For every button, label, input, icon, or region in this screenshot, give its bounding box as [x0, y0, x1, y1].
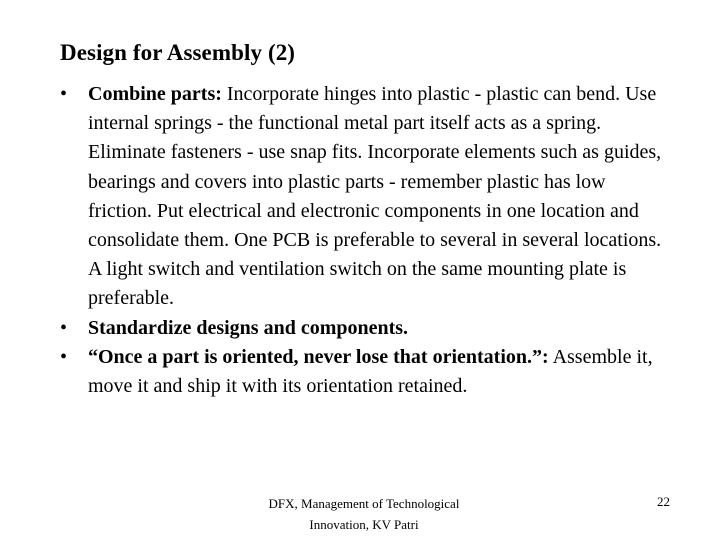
bullet-lead: “Once a part is oriented, never lose that orientation.”: [88, 345, 549, 368]
slide-footer [254, 493, 474, 535]
bullet-marker: • [60, 345, 68, 368]
bullet-item-standardize [60, 314, 670, 343]
bullet-item-orientation [60, 343, 670, 401]
bullet-list [60, 80, 670, 401]
bullet-lead: Combine parts: [88, 83, 222, 105]
slide-title: Design for Assembly (2) [60, 40, 296, 65]
page-number: 22 [657, 494, 670, 509]
bullet-body: Assemble it, move it and ship it with its orientation retained. [88, 345, 653, 398]
bullet-marker: • [60, 316, 68, 339]
footer-line-2: Innovation, KV Patri [309, 517, 419, 532]
bullet-marker: • [60, 83, 68, 105]
bullet-body: Incorporate hinges into plastic - plastic can bend. Use internal springs - the functional metal part itself acts as a spring. Eliminate fasteners - use snap fits. Incorporate elements such as guides, bearings and covers into plastic parts - remember plastic has low friction. Put electrical and electronic components in one location and consolidate them. One PCB is preferable to several in several locations. A light switch and ventilation switch on the same mounting plate is preferable. [88, 83, 662, 310]
footer-line-1: DFX, Management of Technological [268, 496, 460, 511]
bullet-lead: Standardize designs and components. [88, 316, 409, 339]
bullet-item-combine-parts [60, 80, 670, 314]
